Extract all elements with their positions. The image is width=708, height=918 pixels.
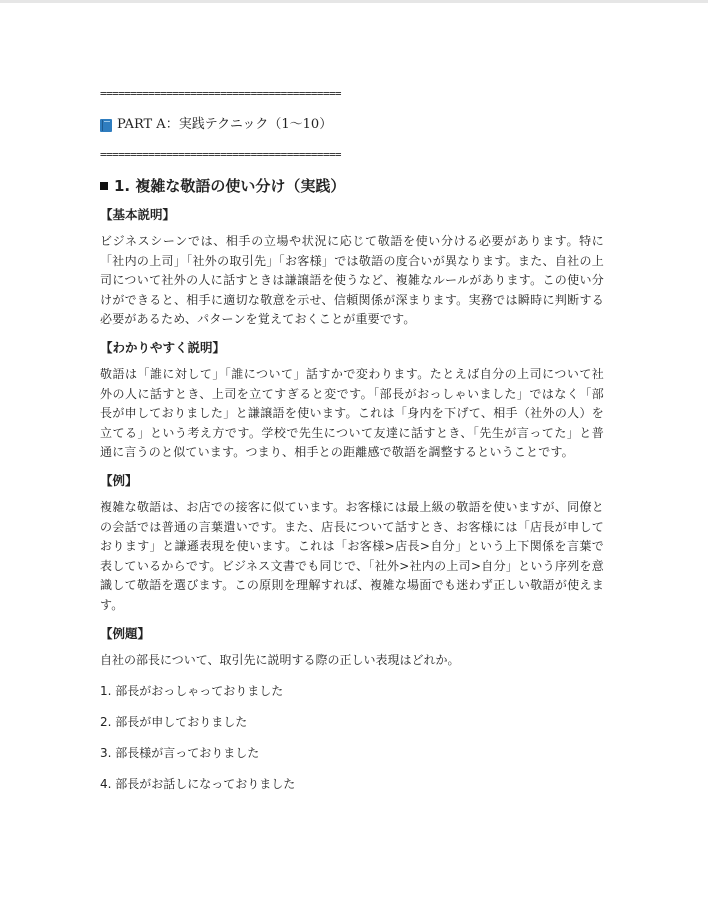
easy-paragraph: 敬語は「誰に対して」「誰について」話すかで変わります。たとえば自分の上司について社外の人に話すとき、上司を立てすぎると変です。「部長がおっしゃいました」ではなく「部長が申しておりました」と謙譲語を使います。これは「身内を下げて、相手（社外の人）を立てる」という考え方です。学校で先生について友達に話すとき、「先生が言ってた」と普通に言うのと似ています。つまり、相手との距離感で敬語を調整するということです。 bbox=[100, 366, 604, 460]
divider-bottom: ======================================== bbox=[100, 148, 341, 161]
choice-item bbox=[100, 713, 604, 732]
choice-number: 2. bbox=[100, 714, 112, 729]
choice-text: 部長がおっしゃっておりました bbox=[115, 683, 284, 698]
easy-heading: 【わかりやすく説明】 bbox=[100, 339, 226, 355]
choice-number: 3. bbox=[100, 745, 112, 760]
basic-heading: 【基本説明】 bbox=[100, 207, 176, 222]
section-title bbox=[100, 175, 604, 197]
choice-item bbox=[100, 775, 604, 794]
part-title-text: PART A：実践テクニック（1〜10） bbox=[117, 117, 333, 132]
choice-number: 1. bbox=[100, 683, 112, 698]
choice-text: 部長が申しておりました bbox=[115, 714, 248, 729]
exercise-heading: 【例題】 bbox=[100, 625, 151, 641]
basic-paragraph: ビジネスシーンでは、相手の立場や状況に応じて敬語を使い分ける必要があります。特に「社内の上司」「社外の取引先」「お客様」では敬語の度合いが異なります。また、自社の上司について社外の人に話すときは謙譲語を使うなど、複雑なルールがあります。この使い分けができると、相手に適切な敬意を示せ、信頼関係が深まります。実務では瞬時に判断する必要があるため、パターンを覚えておくことが重要です。 bbox=[100, 234, 604, 327]
choice-text: 部長がお話しになっておりました bbox=[115, 776, 296, 791]
example-heading: 【例】 bbox=[100, 472, 138, 488]
exercise-question: 自社の部長について、取引先に説明する際の正しい表現はどれか。 bbox=[100, 652, 460, 667]
choice-text: 部長様が言っておりました bbox=[115, 745, 260, 760]
part-title bbox=[100, 115, 604, 135]
section-title-text: 1. 複雑な敬語の使い分け（実践） bbox=[114, 177, 346, 195]
choice-item bbox=[100, 744, 604, 763]
book-icon bbox=[100, 119, 112, 132]
choice-number: 4. bbox=[100, 776, 112, 791]
top-edge bbox=[0, 0, 708, 3]
divider-top: ======================================== bbox=[100, 87, 341, 100]
document-page bbox=[100, 84, 604, 806]
square-bullet-icon bbox=[100, 182, 108, 190]
choice-item bbox=[100, 682, 604, 701]
example-paragraph: 複雑な敬語は、お店での接客に似ています。お客様には最上級の敬語を使いますが、同僚との会話では普通の言葉遣いです。また、店長について話すとき、お客様には「店長が申しております」と謙遜表現を使います。これは「お客様>店長>自分」という上下関係を言葉で表しているからです。ビジネス文書でも同じで、「社外>社内の上司>自分」という序列を意識して敬語を選びます。この原則を理解すれば、複雑な場面でも迷わず正しい敬語が使えます。 bbox=[100, 499, 604, 612]
